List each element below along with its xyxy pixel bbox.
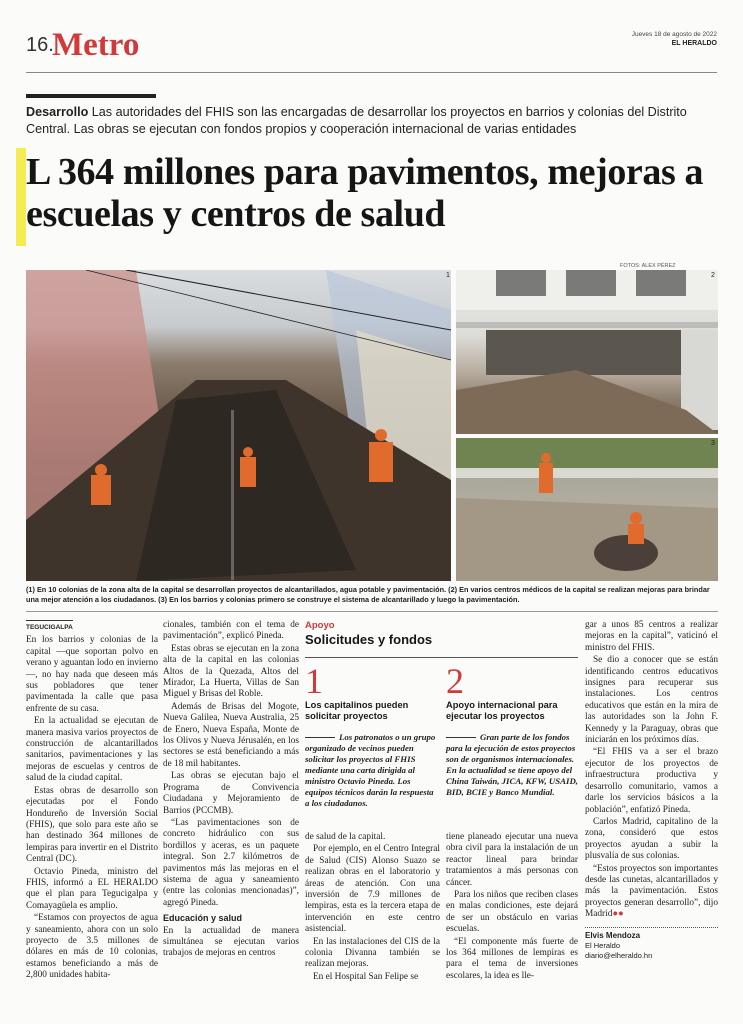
dateline: TEGUCIGALPA <box>26 620 73 633</box>
photo-number-1: 1 <box>446 272 450 279</box>
photo-health-center-illustration <box>456 270 718 434</box>
article-column-2 <box>163 620 299 961</box>
deck <box>26 104 726 138</box>
photo-street-works-illustration <box>26 270 451 581</box>
kicker-bar <box>26 94 156 98</box>
byline <box>585 927 718 961</box>
box-item-number: 1 <box>305 661 323 701</box>
paragraph: Por ejemplo, en el Centro Integral de Salud (CIS) Alonso Suazo se realizan obras en el laboratorio y áreas de atención. Con una inversión de 7.9 millones de lempiras, esta es la tercera etapa de intervención en este centro asistencial. <box>305 844 440 935</box>
paragraph: Se dio a conocer que se están identificando centros educativos insignes para recuperar sus instalaciones. Los centros educativos que están en la mira de las autoridades son la John F. Kennedy y la Paraguay, obras que iniciarán en los próximos días. <box>585 655 718 746</box>
photo-health-center <box>456 270 718 434</box>
paragraph: “El componente más fuerte de los 364 millones de lempiras es para el tema de inversiones escolares, la idea es lle- <box>446 936 578 981</box>
article-column-1 <box>26 620 158 983</box>
paragraph-text: “Estos proyectos son importantes desde las cunetas, alcantarillados y más la pavimentación. Estos proyectos generan desarrollo”, dijo Madrid <box>585 863 718 920</box>
date-box <box>632 30 717 48</box>
photo-caption <box>26 585 718 605</box>
article-column-5 <box>585 620 718 961</box>
byline-name: Elvis Mendoza <box>585 930 641 940</box>
photo-caption-text: (1) En 10 colonias de la zona alta de la capital se desarrollan proyectos de alcantarillados, agua potable y pavimentación. (2) En varios centros médicos de la capital se realizan mejoras para brindar una mejor atención a los ciudadanos. (3) En los barrios y colonias primero se construye el sistema de alcantarillado y luego la pavimentación. <box>26 585 710 604</box>
photo-number-3: 3 <box>711 440 715 447</box>
paragraph: En la actualidad se ejecutan de manera masiva varios proyectos de construcción de alcantarillados sanitarios, pavimentaciones y las mejoras de escuelas y centros de salud de la ciudad capital. <box>26 716 158 784</box>
photo-credit: FOTOS: ALEX PÉREZ <box>620 263 676 269</box>
paragraph: Estas obras se ejecutan en la zona alta de la capital en las colonias Altos de la Quezada, Altos del Mirador, La Huerta, Villas de San Miguel y Brisas del Roble. <box>163 643 299 700</box>
paragraph: En los barrios y colonias de la capital —que soportan polvo en verano y aguantan lodo en invierno—, no hay nada que deseen más sus pobladores que tener pavimentada la calle que pasa enfrente de su casa. <box>26 635 158 714</box>
paragraph <box>585 864 718 921</box>
paragraph: Para los niños que reciben clases en malas condiciones, este dejará de ser un obstáculo en varias escuelas. <box>446 890 578 935</box>
end-mark: ●● <box>612 909 624 920</box>
paragraph: “Estamos con proyectos de agua y saneamiento, ahora con un solo proyecto de 3.5 millones de dólares en más de 10 colonias, estamos beneficiando a más de 2,800 unidades habita- <box>26 913 158 981</box>
section-title: Metro <box>52 27 140 63</box>
box-item-2 <box>446 661 579 798</box>
box-title: Solicitudes y fondos <box>305 632 433 647</box>
paragraph: En el Hospital San Felipe se <box>313 971 419 982</box>
paragraph: Además de Brisas del Mogote, Nueva Galilea, Nueva Australia, 25 de Enero, Nueva España, Monte de los Olivos y Nueva Jérusalén, en los sectores se está beneficiando a más de 18 mil habitantes. <box>163 701 299 769</box>
paragraph: “Las pavimentaciones son de concreto hidráulico con sus bordillos y aceras, es un paquete integral. Son 2.7 kilómetros de pavimentos más las mejoras en el sistema de agua y saneamiento (entre las colonias mencionadas)”, agregó Pineda. <box>163 817 299 908</box>
paragraph: “El FHIS va a ser el brazo ejecutor de los proyectos de infraestructura productiva y desarrollo comunitario, vamos a darle los servicios básicos a la población”, enfatizó Pineda. <box>585 747 718 815</box>
deck-kicker: Desarrollo <box>26 105 89 119</box>
paragraph: Octavio Pineda, ministro del FHIS, informó a EL HERALDO que el plan para Tegucigalpa y Comayagüela es amplio. <box>26 866 158 911</box>
sidebar-box <box>305 620 578 822</box>
photo-number-2: 2 <box>711 272 715 279</box>
paragraph: Las obras se ejecutan bajo el Programa de Convivencia Ciudadana y Mejoramiento de Barrios (PCCMB). <box>163 771 299 816</box>
photo-street-works <box>26 270 451 581</box>
paragraph: Estas obras de desarrollo son ejecutadas por el Fondo Hondureño de Inversión Social (FHIS), que solo para este año se han destinado 364 millones de lempiras para invertir en el Distrito Central (DC). <box>26 785 158 865</box>
caption-rule <box>26 611 718 612</box>
paragraph: Carlos Madrid, capitalino de la zona, consideró que estos proyectos ayudan a subir la plusvalía de sus colonias. <box>585 816 718 862</box>
page-number: 16. <box>26 34 54 56</box>
box-rule <box>305 657 578 658</box>
header-rule <box>26 72 717 73</box>
box-item-text: Gran parte de los fondos para la ejecución de estos proyectos son de organismos internacionales. En la actualidad se tiene apoyo del China Taiwán, JICA, KFW, USAID, BID, BCIE y Banco Mundial. <box>446 732 579 797</box>
paragraph: de salud de la capital. <box>305 832 386 842</box>
box-item-number: 2 <box>446 661 464 701</box>
paragraph: tiene planeado ejecutar una nueva obra civil para la instalación de un reactor lineal para brindar tratamientos a más personas con cáncer. <box>446 832 578 888</box>
photo-sewer-works-illustration <box>456 438 718 581</box>
newspaper-brand: EL HERALDO <box>671 40 717 47</box>
subheading: Educación y salud <box>163 913 243 924</box>
byline-outlet: El Heraldo <box>585 940 621 950</box>
box-tag: Apoyo <box>305 620 335 631</box>
box-item-title: Los capitalinos pueden solicitar proyectos <box>305 700 409 721</box>
deck-text: Las autoridades del FHIS son las encargadas de desarrollar los proyectos en barrios y colonias del Distrito Central. Las obras se ejecutan con fondos propios y cooperación internacional de varias entidades <box>26 105 687 136</box>
paragraph: En las instalaciones del CIS de la colonia Divanna también se realizan mejoras. <box>305 936 440 970</box>
article-column-3 <box>305 832 440 984</box>
box-item-title: Apoyo internacional para ejecutar los proyectos <box>446 700 558 721</box>
paragraph: gar a unos 85 centros a realizar mejoras en la capital”, vaticinó el ministro del FHIS. <box>585 620 718 653</box>
box-item-1 <box>305 661 437 809</box>
paragraph: cionales, también con el tema de pavimentación”, explicó Pineda. <box>163 620 299 642</box>
paragraph: En la actualidad de manera simultánea se ejecutan varios trabajos de mejoras en centros <box>163 925 299 959</box>
highlighter-mark <box>16 148 26 246</box>
photo-sewer-works <box>456 438 718 581</box>
article-column-4 <box>446 832 578 983</box>
byline-email: diario@elheraldo.hn <box>585 950 653 960</box>
headline: L 364 millones para pavimentos, mejoras a escuelas y centros de salud <box>26 151 704 235</box>
box-item-text: Los patronatos o un grupo organizado de vecinos pueden solicitar los proyectos al FHIS mediante una carta dirigida al ministro Octavio Pineda. Los equipos técnicos darán la respuesta a los ciudadanos. <box>305 732 436 808</box>
issue-date: Jueves 18 de agosto de 2022 <box>631 31 717 38</box>
